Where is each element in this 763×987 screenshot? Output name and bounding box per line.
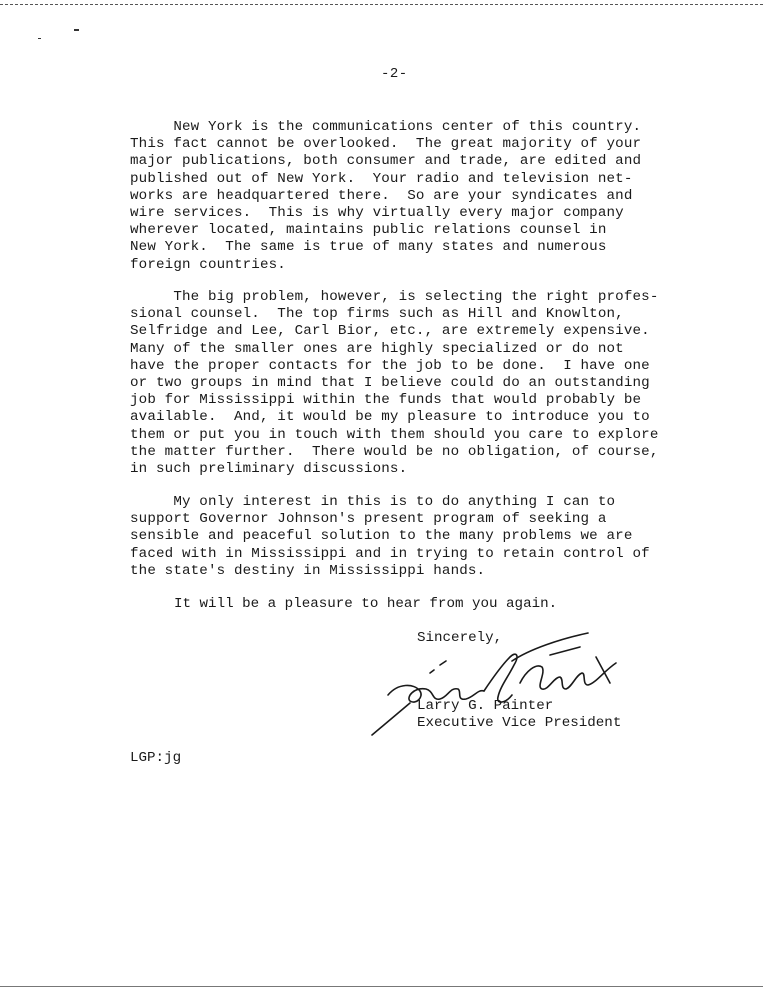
text-line: faced with in Mississippi and in trying to retain control of (130, 545, 650, 562)
signer-title: Executive Vice President (417, 715, 622, 731)
top-page-edge (0, 4, 763, 5)
text-line: New York. The same is true of many states and numerous (130, 239, 607, 256)
text-line: have the proper contacts for the job to be done. I have one (130, 357, 650, 374)
text-line: or two groups in mind that I believe could do an outstanding (130, 375, 650, 392)
text-line: the state's destiny in Mississippi hands. (130, 562, 486, 579)
text-line: in such preliminary discussions. (130, 461, 408, 478)
text-line: Selfridge and Lee, Carl Bior, etc., are extremely expensive. (130, 323, 650, 340)
text-line: major publications, both consumer and trade, are edited and (130, 153, 642, 170)
page-number: -2- (381, 66, 408, 82)
text-line: the matter further. There would be no obligation, of course, (130, 443, 659, 460)
text-line: works are headquartered there. So are your syndicates and (130, 187, 633, 204)
text-line: job for Mississippi within the funds that would probably be (130, 392, 642, 409)
scan-speck (38, 38, 41, 39)
reference-initials: LGP:jg (130, 750, 182, 766)
text-line: published out of New York. Your radio and television net- (130, 170, 633, 187)
scan-speck (74, 29, 79, 31)
salutation: Sincerely, (417, 630, 503, 646)
text-line: This fact cannot be overlooked. The great majority of your (130, 136, 642, 153)
text-line: wherever located, maintains public relations counsel in (130, 222, 607, 239)
text-line: foreign countries. (130, 256, 286, 273)
text-line: support Governor Johnson's present program of seeking a (130, 511, 607, 528)
signer-name: Larry G. Painter (417, 698, 554, 714)
text-line: wire services. This is why virtually every major company (130, 205, 624, 222)
text-line: available. And, it would be my pleasure to introduce you to (130, 409, 650, 426)
text-line: My only interest in this is to do anything I can to (130, 494, 616, 510)
closing-line: It will be a pleasure to hear from you again. (174, 596, 558, 612)
text-line: New York is the communications center of this country. (130, 119, 642, 135)
paragraph-3 (130, 494, 690, 580)
paragraph-1 (130, 119, 690, 274)
text-line: them or put you in touch with them should you care to explore (130, 426, 659, 443)
text-line: Many of the smaller ones are highly specialized or do not (130, 340, 624, 357)
text-line: The big problem, however, is selecting the right profes- (130, 289, 659, 305)
paragraph-2 (130, 289, 690, 478)
text-line: sional counsel. The top firms such as Hill and Knowlton, (130, 306, 624, 323)
text-line: sensible and peaceful solution to the many problems we are (130, 528, 633, 545)
